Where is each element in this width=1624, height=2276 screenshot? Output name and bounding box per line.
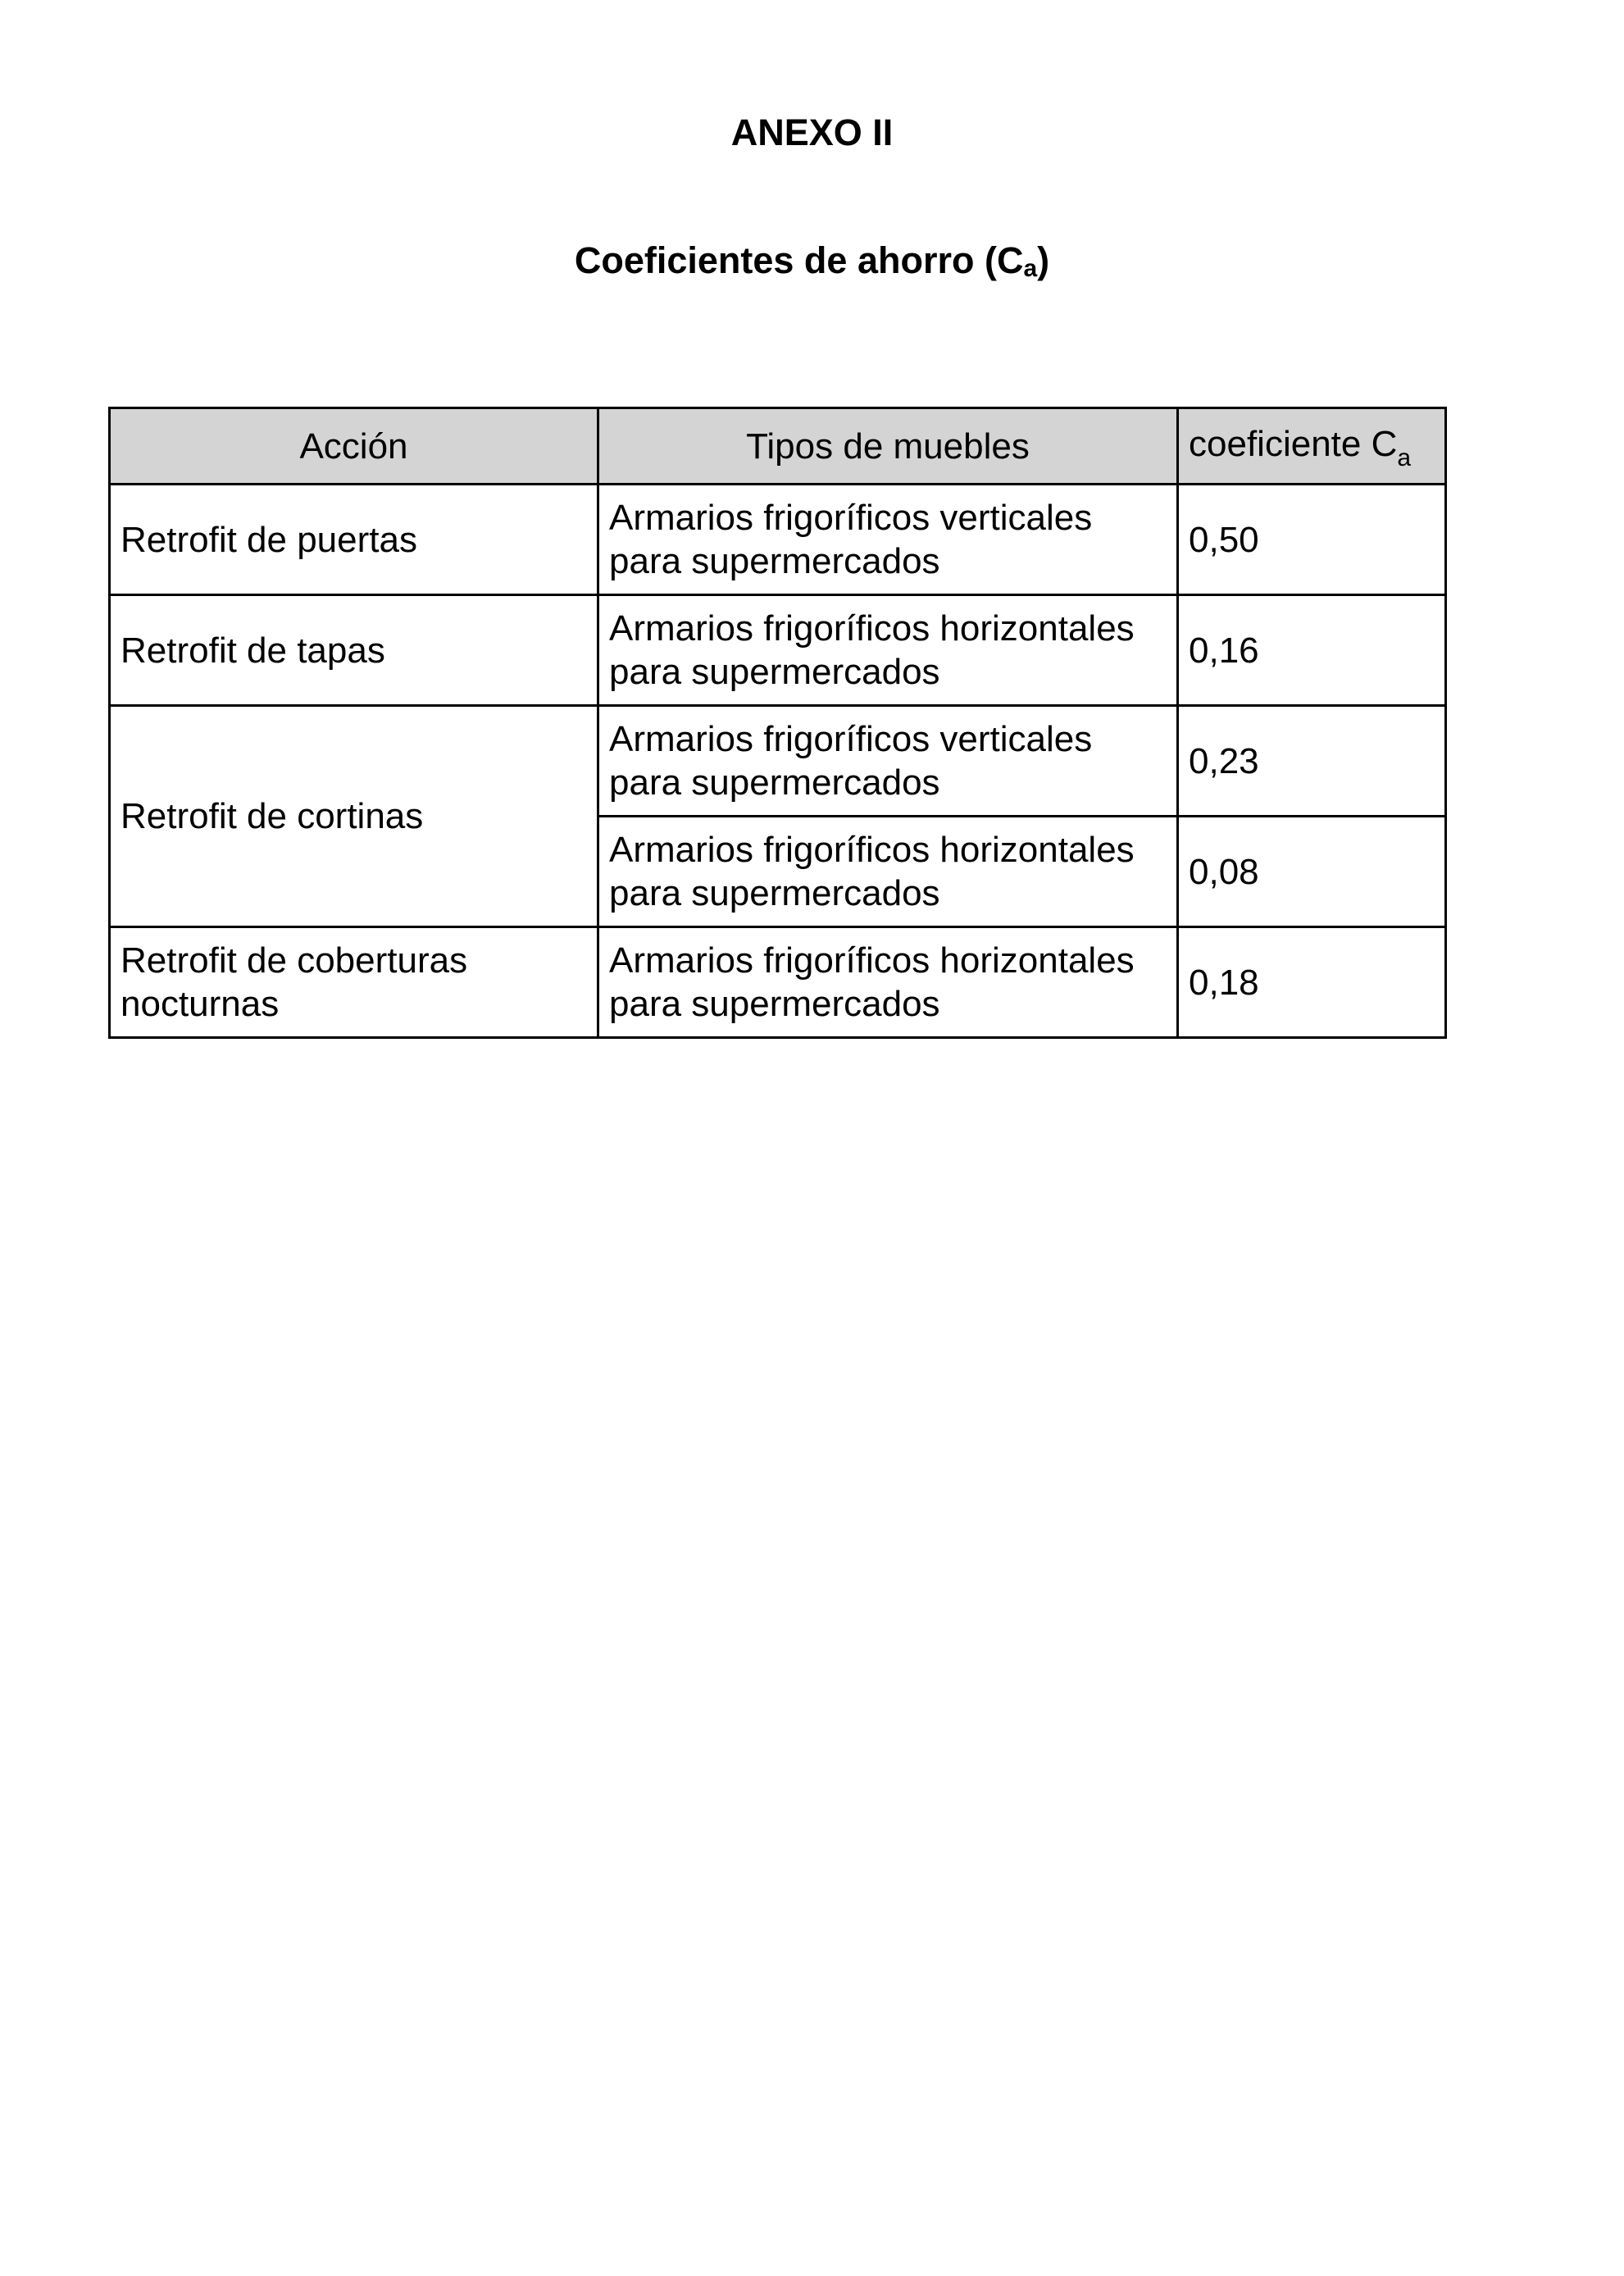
cell-tipos: Armarios frigoríficos horizontales para supermercados: [598, 817, 1178, 927]
header-coef-main: coeficiente C: [1189, 424, 1398, 464]
savings-coefficient-table: [108, 407, 1447, 1039]
header-tipos-muebles: Tipos de muebles: [598, 408, 1178, 485]
cell-coeficiente: 0,23: [1178, 706, 1446, 817]
cell-tipos: Armarios frigoríficos horizontales para supermercados: [598, 595, 1178, 706]
table-row: [110, 927, 1446, 1038]
table-header-row: [110, 408, 1446, 485]
cell-accion: Retrofit de coberturas nocturnas: [110, 927, 598, 1038]
table-row: [110, 595, 1446, 706]
table-row: [110, 706, 1446, 817]
subtitle-subscript: a: [1023, 255, 1038, 282]
cell-tipos: Armarios frigoríficos horizontales para supermercados: [598, 927, 1178, 1038]
cell-coeficiente: 0,18: [1178, 927, 1446, 1038]
header-accion: Acción: [110, 408, 598, 485]
document-subtitle: [0, 236, 1624, 290]
cell-accion: Retrofit de cortinas: [110, 706, 598, 927]
header-coef-subscript: a: [1397, 444, 1412, 471]
annex-title: ANEXO II: [730, 112, 894, 153]
cell-coeficiente: 0,08: [1178, 817, 1446, 927]
cell-coeficiente: 0,16: [1178, 595, 1446, 706]
cell-coeficiente: 0,50: [1178, 485, 1446, 595]
cell-tipos: Armarios frigoríficos verticales para supermercados: [598, 485, 1178, 595]
header-coeficiente: [1178, 408, 1446, 485]
subtitle-end: ): [1037, 239, 1050, 281]
cell-accion: Retrofit de tapas: [110, 595, 598, 706]
cell-accion: Retrofit de puertas: [110, 485, 598, 595]
cell-tipos: Armarios frigoríficos verticales para supermercados: [598, 706, 1178, 817]
table-row: [110, 485, 1446, 595]
subtitle-main: Coeficientes de ahorro (C: [574, 239, 1024, 281]
